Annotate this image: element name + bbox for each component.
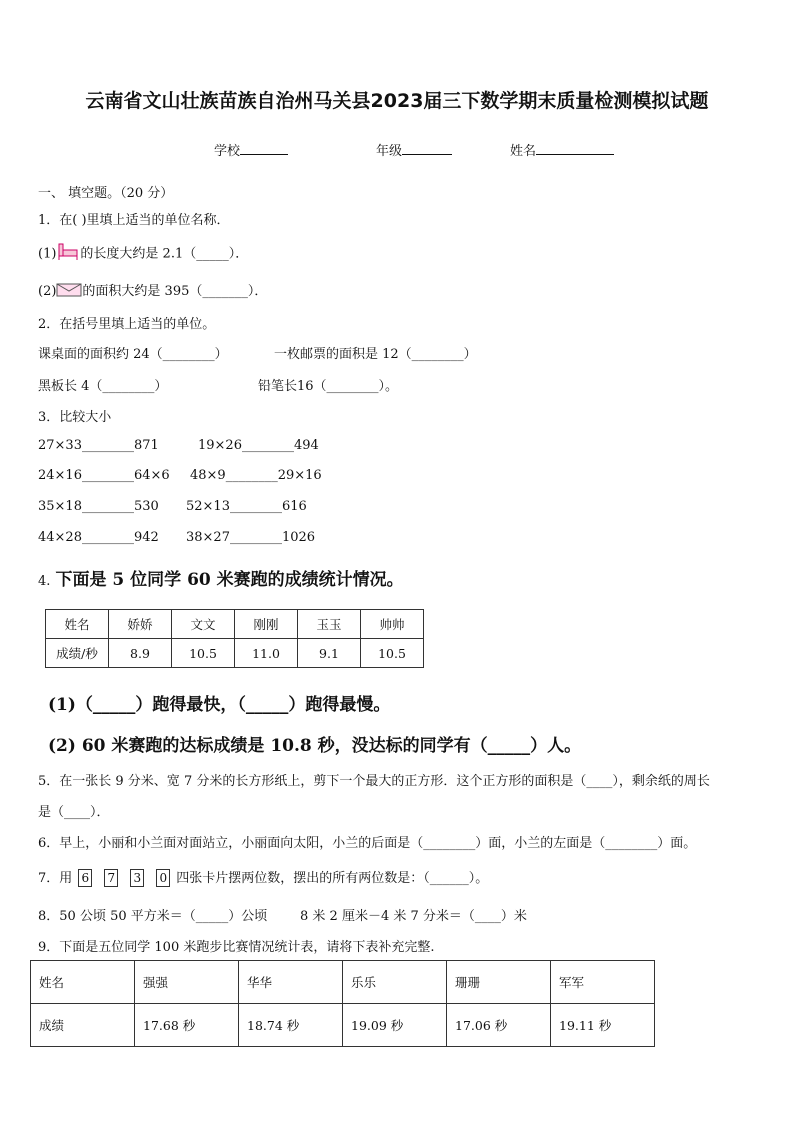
q3-row-4a: 44×28________942	[38, 530, 159, 545]
digit-card: 7	[104, 869, 118, 887]
q3-row-2a: 24×16________64×6	[38, 468, 170, 483]
digit-card: 0	[156, 869, 170, 887]
q4-sub-2: (2) 60 米赛跑的达标成绩是 10.8 秒，没达标的同学有（_____）人。	[48, 736, 582, 756]
sprint-table	[45, 609, 424, 668]
name-field[interactable]	[510, 140, 614, 159]
table-row: 姓名 强强 华华 乐乐 珊珊 军军	[31, 961, 655, 1004]
race-table	[30, 960, 655, 1047]
school-label: 学校	[214, 144, 241, 159]
q3-row-3b: 52×13________616	[186, 499, 307, 514]
q3-row-1a: 27×33________871	[38, 438, 159, 453]
digit-card: 3	[130, 869, 144, 887]
name-label: 姓名	[510, 144, 537, 159]
q5-line-1: 5．在一张长 9 分米、宽 7 分米的长方形纸上，剪下一个最大的正方形．这个正方形的面积是（____），剩余纸的周长	[38, 774, 710, 789]
q1-b: (2) 的面积大约是 395（_______）．	[38, 280, 267, 302]
page-title: 云南省文山壮族苗族自治州马关县2023届三下数学期末质量检测模拟试题	[85, 90, 709, 112]
q5-line-2: 是（____）．	[38, 805, 110, 820]
q3-row-3a: 35×18________530	[38, 499, 159, 514]
q1-text: 1．在( )里填上适当的单位名称．	[38, 213, 230, 228]
q4-sub-1: (1)（_____）跑得最快，（_____）跑得最慢。	[48, 695, 391, 715]
q7-text: 7．用 6 7 3 0 四张卡片摆两位数，摆出的所有两位数是：（______）。	[38, 871, 489, 886]
table-row: 姓名 娇娇 文文 刚刚 玉玉 帅帅	[46, 610, 424, 639]
grade-label: 年级	[376, 144, 403, 159]
section-heading: 一、 填空题。（20 分）	[38, 186, 174, 201]
q2-l3: 黑板长 4（________）	[38, 379, 168, 394]
q1-a: (1) 的长度大约是 2.1（_____）．	[38, 242, 248, 266]
q3-text: 3．比较大小	[38, 410, 112, 425]
table-row: 成绩 17.68 秒 18.74 秒 19.09 秒 17.06 秒 19.11 秒	[31, 1004, 655, 1047]
q6-text: 6．早上，小丽和小兰面对面站立，小丽面向太阳，小兰的后面是（________）面，小兰的左面是（________）面。	[38, 836, 697, 851]
q8-a: 8．50 公顷 50 平方米＝（_____）公顷	[38, 909, 268, 924]
q9-text: 9．下面是五位同学 100 米跑步比赛情况统计表，请将下表补充完整.	[38, 940, 435, 955]
q2-l2: 一枚邮票的面积是 12（________）	[274, 347, 477, 362]
q2-l1: 课桌面的面积约 24（________）	[38, 347, 228, 362]
q3-row-1b: 19×26________494	[198, 438, 319, 453]
grade-field[interactable]	[376, 140, 452, 159]
q2-text: 2．在括号里填上适当的单位。	[38, 317, 216, 332]
bed-icon	[56, 242, 80, 266]
q4-heading: 4. 下面是 5 位同学 60 米赛跑的成绩统计情况。	[38, 570, 404, 590]
q2-l4: 铅笔长16（________）。	[258, 379, 399, 394]
q8-b: 8 米 2 厘米－4 米 7 分米＝（____）米	[300, 909, 527, 924]
q3-row-4b: 38×27________1026	[186, 530, 316, 545]
envelope-icon	[56, 282, 82, 302]
digit-card: 6	[78, 869, 92, 887]
q3-row-2b: 48×9________29×16	[190, 468, 322, 483]
school-field[interactable]	[214, 140, 288, 159]
table-row: 成绩/秒 8.9 10.5 11.0 9.1 10.5	[46, 639, 424, 668]
